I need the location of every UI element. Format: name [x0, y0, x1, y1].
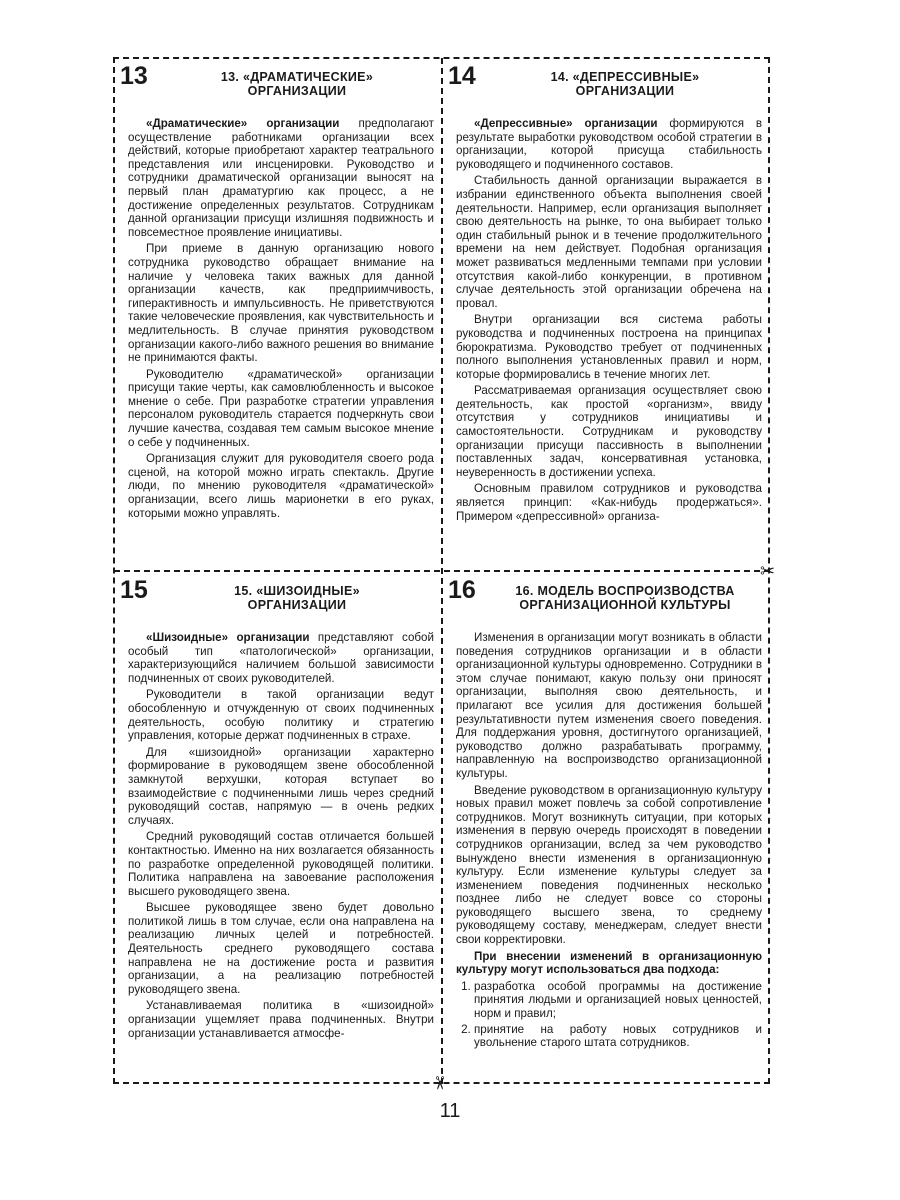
list-item: 1. разработка особой программы на достижение принятия людьми и организацией новых ценностей, норм и правил;: [474, 980, 762, 1021]
paragraph: Внутри организации вся система работы руководства и подчиненных построена на принципах бюрократизма. Руководство требует от подчиненных полного выполнения установленных правил и норм, которые формировались в течение многих лет.: [456, 313, 762, 381]
card-body: [118, 631, 436, 1040]
bold-paragraph: При внесении изменений в организационную культуру могут использоваться два подхода:: [456, 949, 762, 977]
card-body: [446, 631, 764, 1050]
card-title: 15. «ШИЗОИДНЫЕ» ОРГАНИЗАЦИИ: [234, 584, 360, 612]
card-title: 16. МОДЕЛЬ ВОСПРОИЗВОДСТВА ОРГАНИЗАЦИОННОЙ КУЛЬТУРЫ: [515, 584, 735, 612]
paragraph: Организация служит для руководителя своего рода сценой, на которой можно играть спектакль. Другие люди, по мнению руководителя «драматической» организации, всего лишь марионетки в его руках, которыми можно управлять.: [128, 452, 434, 520]
scissors-icon: ✂: [429, 1075, 450, 1091]
card-number: 13: [120, 62, 148, 90]
lead-text: предполагают осуществление работниками организации всех действий, которые приобретают характер театрального представления или инсценировки. Руководство и сотрудники драматической организации выносят на первый план драматургию как процесс, а не достижение определенных результатов. Сотрудникам данной организации присущи излишняя подвижность и повсеместное проявление инициативы.: [128, 117, 434, 239]
paragraph: Руководители в такой организации ведут обособленную и отчужденную от своих подчиненных деятельность, особую политику и стратегию управления, которые держат подчиненных в страхе.: [128, 688, 434, 743]
card-body: [118, 117, 436, 520]
lead-term: «Депрессивные» организации: [474, 117, 658, 130]
approach-list: [456, 980, 762, 1050]
lead-paragraph: Изменения в организации могут возникать в области поведения сотрудников организации и в области организационной культуры одновременно. Сотрудники в этом случае понимают, какую пользу они приносят организации, выполняя свою деятельность, и прилагают все усилия для достижения большей результативности путем изменения своего поведения. Для поддержания уровня, достигнутого организацией, руководство должно разрабатывать программу, направленную на воспроизводство организационной культуры.: [456, 631, 762, 780]
paragraph: При приеме в данную организацию нового сотрудника руководство обращает внимание на наличие у человека таких важных для данной организации качеств, как предприимчивость, гиперактивность и импульсивность. Не приветствуются такие человеческие проявления, как чувствительность и медлительность. В случае принятия руководством организации какого-либо важного решения во внимание не принимаются факты.: [128, 242, 434, 365]
lead-term: «Шизоидные» организации: [146, 631, 310, 644]
paragraph: Средний руководящий состав отличается большей контактностью. Именно на них возлагается обязанность по разработке определенной руководящей политики. Политика направлена на завоевание расположения высшего руководящего звена.: [128, 830, 434, 898]
paragraph: Основным правилом сотрудников и руководства является принцип: «Как-нибудь продержаться». Примером «депрессивной» организа-: [456, 482, 762, 523]
paragraph: Руководителю «драматической» организации присущи такие черты, как самовлюбленность и высокое мнение о себе. При разработке стратегии управления персоналом руководитель старается подчеркнуть свои лучшие качества, создавая тем самым высокое мнение о себе у подчиненных.: [128, 367, 434, 449]
lead-text: представляют собой особый тип «патологической» организации, характеризующийся наличием большой зависимости подчиненных от своих руководителей.: [128, 631, 434, 685]
page-number: 11: [439, 1100, 461, 1122]
card-number: 14: [448, 62, 476, 90]
lead-paragraph: [456, 117, 762, 171]
paragraph: Введение руководством в организационную культуру новых правил может повлечь за собой сопротивление сотрудников. Могут возникнуть ситуации, при которых изменения в первую очередь происходят в поведении сотрудников организации, вслед за чем руководство вынуждено внести изменения в организационную культуру. Если изменение культуры следует за изменением поведения подчиненных несколько позднее либо не следует вовсе со стороны руководящего высшего звена, то среднему руководящему составу, менеджерам, следует внести свои корректировки.: [456, 783, 762, 947]
paragraph: Высшее руководящее звено будет довольно политикой лишь в том случае, если она направлена на реализацию личных целей и потребностей. Деятельность среднего руководящего состава направлена не на достижение роста и развития организации, а на реализацию потребностей руководящего звена.: [128, 901, 434, 996]
paragraph: Стабильность данной организации выражается в избрании единственного объекта выполнения своей деятельности. Например, если организация выполняет свою деятельность на рынке, то она выбирает только один стабильный рынок и в течение продолжительного времени на нем действует. Подобная организация может развиваться медленными темпами при условии отсутствия какой-либо конкуренции, в противном случае деятельность этой организации обречена на провал.: [456, 174, 762, 310]
card-number: 16: [448, 576, 476, 604]
paragraph: Устанавливаемая политика в «шизоидной» организации ущемляет права подчиненных. Внутри организации устанавливается атмосфе-: [128, 999, 434, 1040]
lead-term: «Драматические» организации: [146, 117, 340, 130]
card-body: [446, 117, 764, 523]
card-13: [118, 60, 436, 566]
horizontal-cut-line: [114, 570, 770, 572]
paragraph: Рассматриваемая организация осуществляет свою деятельность, как простой «организм», ввиду отсутствия у сотрудников инициативы и самостоятельности. Сотрудникам и руководству организации присущи пассивность в выполнении поставленных задач, консервативная установка, неуверенность в достижении успеха.: [456, 384, 762, 479]
paragraph: Для «шизоидной» организации характерно формирование в руководящем звене обособленной замкнутой верхушки, которая вступает во взаимодействие с подчиненными лишь через средний руководящий состав, напрямую — в очень редких случаях.: [128, 745, 434, 827]
card-15: [118, 574, 436, 1080]
card-16: [446, 574, 764, 1080]
card-title: 13. «ДРАМАТИЧЕСКИЕ» ОРГАНИЗАЦИИ: [220, 70, 374, 98]
scissors-icon: ✂: [760, 561, 776, 581]
lead-paragraph: [128, 117, 434, 239]
lead-paragraph: [128, 631, 434, 685]
card-title: 14. «ДЕПРЕССИВНЫЕ» ОРГАНИЗАЦИИ: [550, 70, 700, 98]
list-item: 2. принятие на работу новых сотрудников и увольнение старого штата сотрудников.: [474, 1023, 762, 1050]
card-number: 15: [120, 576, 148, 604]
lead-text: формируются в результате выработки руководством особой стратегии в организации, которой присуща стабильность руководящего и подчиненного составов.: [456, 117, 763, 171]
card-14: [446, 60, 764, 566]
